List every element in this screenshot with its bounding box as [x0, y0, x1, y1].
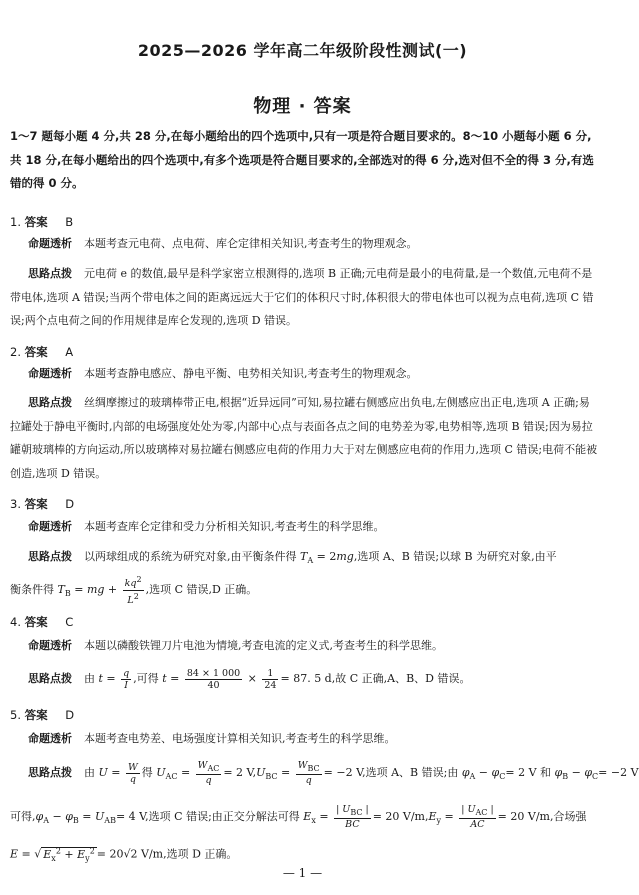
q5-hint-end: E = √ $E_x^2 + E_y^2 = 20√2$ V/m,选项 D 正确。: [10, 846, 238, 863]
page-number: — 1 —: [282, 866, 323, 880]
q5-focus-text: 本题考查电势差、电场强度计算相关知识,考查考生的科学思维。: [84, 732, 396, 745]
q1-answer-line: [10, 214, 73, 230]
hint-label: 思路点拨: [28, 672, 72, 685]
q4-number: 4.: [10, 615, 21, 629]
q1-hint-text: 元电荷 e 的数值,最早是科学家密立根测得的,选项 B 正确;元电荷是最小的电荷量,是一个数值,元电荷不是带电体,选项 A 错误;当两个带电体之间的距离远远大于它们的体积尺寸时,体积很大的带电体也可以视为点电荷,选项 C 错误;两个点电荷之间的作用规律是库仑发现的,选项 D 错误。: [10, 267, 594, 327]
focus-label: 命题透析: [28, 732, 72, 745]
focus-label: 命题透析: [28, 639, 72, 652]
q1-number: 1.: [10, 215, 21, 229]
q5-focus: [10, 727, 598, 751]
q4-answer: C: [65, 615, 74, 629]
focus-label: 命题透析: [28, 237, 72, 250]
q5-hint-cont: 可得$,\varphi_A - \varphi_B = U_{AB}= 4$ V,选项 C 错误;由正交分解法可得 $E_x$ = $\frac{| U_{BC} |}{BC}$ = 20 $V/m,E_y$ = $\frac{| U_{AC} |}{AC}$ = 20 V/m,合场强: [10, 804, 587, 830]
q2-hint: [10, 391, 598, 485]
answer-label: 答案: [24, 708, 48, 722]
q3-formula-ta: $T_A = 2mg$: [300, 550, 354, 566]
q5-number: 5.: [10, 708, 21, 722]
q2-hint-text: 丝绸摩擦过的玻璃棒带正电,根据“近异远同”可知,易拉罐右侧感应出负电,左侧感应出正电,选项 A 正确;易拉罐处于静电平衡时,内部的电场强度处处为零,内部中心点与表面各点之间的电势差为零,电势相等,选项 B 错误;因为易拉罐朝玻璃棒的方向运动,所以玻璃棒对易拉罐右侧感应电荷的作用力大于对左侧感应电荷的作用力,选项 C 错误;电荷不能被创造,选项 D 错误。: [10, 396, 598, 480]
answer-label: 答案: [24, 615, 48, 629]
focus-label: 命题透析: [28, 520, 72, 533]
q3-formula-tb: $T_B$ = mg + $\frac{kq^2}{L^2}$: [57, 575, 142, 606]
q5-answer: D: [65, 708, 75, 722]
hint-label: 思路点拨: [28, 766, 72, 779]
answer-sheet-title: 物理 · 答案: [253, 96, 352, 117]
q4-answer-line: [10, 614, 73, 630]
answer-label: 答案: [24, 215, 48, 229]
q2-answer-line: [10, 344, 73, 360]
q3-hint: 思路点拨 以两球组成的系统为研究对象,由平衡条件得 $T_A = 2mg$,选项 A、B 错误;以球 B 为研究对象,由平: [28, 550, 557, 566]
q3-answer-line: [10, 496, 74, 512]
focus-label: 命题透析: [28, 367, 72, 380]
q4-hint: 思路点拨 由 t = $\frac{q}{I}$ ,可得 t = $\frac{84 \times 1 000}{40}$ × $\frac{1}{24}$ = 87. 5 d,故 C 正确,A、B、D 错误。: [28, 667, 471, 691]
q5-answer-line: [10, 707, 74, 723]
answer-label: 答案: [24, 345, 48, 359]
q3-focus-text: 本题考查库仑定律和受力分析相关知识,考查考生的科学思维。: [84, 520, 385, 533]
q4-formula-t: t = $\frac{q}{I}$: [98, 667, 130, 691]
q3-number: 3.: [10, 497, 21, 511]
answer-label: 答案: [24, 497, 48, 511]
hint-label: 思路点拨: [28, 550, 72, 563]
q4-focus-text: 本题以磷酸铁锂刀片电池为情境,考查电流的定义式,考查考生的科学思维。: [84, 639, 443, 652]
q3-focus: [10, 515, 598, 539]
exam-title: 2025—2026 学年高二年级阶段性测试(一): [137, 41, 468, 60]
q2-answer: A: [65, 345, 74, 359]
q1-focus: [10, 232, 598, 256]
hint-label: 思路点拨: [28, 267, 72, 280]
q4-formula-calc: t = $\frac{84 \times 1 000}{40}$ × $\frac{1}{24}$: [162, 667, 277, 691]
hint-label: 思路点拨: [28, 396, 72, 409]
q1-answer: B: [65, 215, 74, 229]
q4-focus: [10, 634, 598, 658]
scoring-instructions: 1～7 题每小题 4 分,共 28 分,在每小题给出的四个选项中,只有一项是符合题目要求的。8～10 小题每小题 6 分,共 18 分,在每小题给出的四个选项中,有多个选项是符合题目要求的,全部选对的得 6 分,选对但不全的得 3 分,有选错的得 0 分。: [10, 129, 594, 190]
q5-hint: 思路点拨 由 U = $\frac{W}{q}$ 得 $U_{AC}$ = $\frac{W_{AC}}{q}$ = 2 $V,U_{BC}$ = $\frac{W_{BC}}{q}$ = −2 V,选项 A、B 错误;由 $\varphi_A - \varphi_C= 2$ V 和 $\varphi_B - \varphi_C= -2$ V: [28, 760, 639, 786]
q3-answer: D: [65, 497, 75, 511]
q1-focus-text: 本题考查元电荷、点电荷、库仑定律相关知识,考查考生的物理观念。: [84, 237, 418, 250]
q1-hint: [10, 262, 598, 333]
q2-focus-text: 本题考查静电感应、静电平衡、电势相关知识,考查考生的物理观念。: [84, 367, 418, 380]
q2-focus: [10, 362, 598, 386]
q3-hint-cont: 衡条件得 $T_B$ = mg + $\frac{kq^2}{L^2}$ ,选项 C 错误,D 正确。: [10, 575, 258, 606]
q2-number: 2.: [10, 345, 21, 359]
